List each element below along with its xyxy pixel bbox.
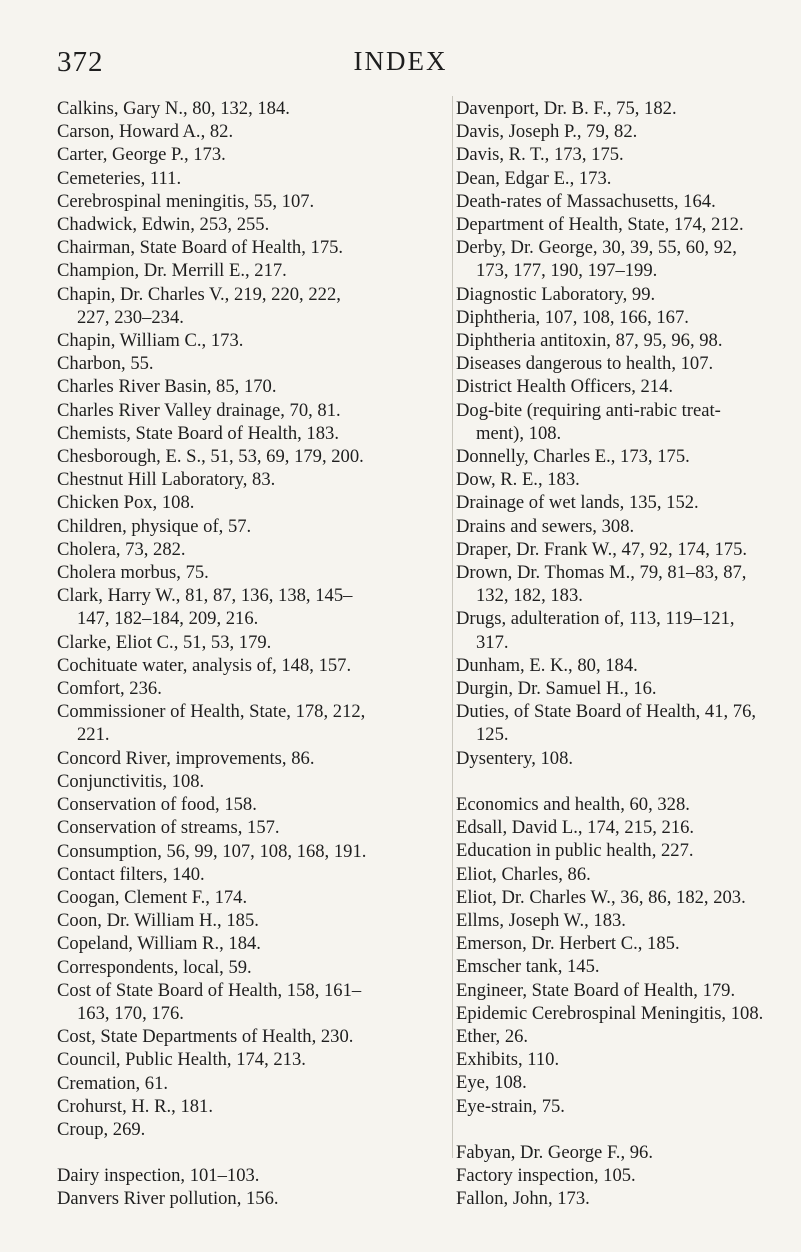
index-entry xyxy=(57,236,444,259)
index-entry xyxy=(57,770,444,793)
index-entry-text: Chapin, Dr. Charles V., 219, 220, 222, xyxy=(57,283,341,305)
index-entry-text: Diphtheria antitoxin, 87, 95, 96, 98. xyxy=(456,330,723,352)
index-entry-text: Contact filters, 140. xyxy=(57,863,205,885)
index-entry xyxy=(456,468,774,491)
index-entry-text: Exhibits, 110. xyxy=(456,1049,560,1071)
index-entry-text: Diseases dangerous to health, 107. xyxy=(456,353,714,375)
index-entry-text: Commissioner of Health, State, 178, 212, xyxy=(57,701,366,723)
index-entry xyxy=(456,677,774,700)
index-entry-text: Charbon, 55. xyxy=(57,353,154,375)
index-entry-text: Cost of State Board of Health, 158, 161– xyxy=(57,979,362,1001)
index-entry-text: Economics and health, 60, 328. xyxy=(456,793,690,815)
index-entry-text: Correspondents, local, 59. xyxy=(57,956,252,978)
index-entry-text: Diagnostic Laboratory, 99. xyxy=(456,283,656,305)
index-entry-text: Comfort, 236. xyxy=(57,678,162,700)
index-entry-text: Cerebrospinal meningitis, 55, 107. xyxy=(57,190,315,212)
index-entry xyxy=(57,561,444,584)
index-entry-text: Clark, Harry W., 81, 87, 136, 138, 145– xyxy=(57,585,353,607)
index-entry xyxy=(456,236,774,282)
index-entry-text: Drainage of wet lands, 135, 152. xyxy=(456,492,699,514)
index-entry xyxy=(456,654,774,677)
index-entry-text: Drains and sewers, 308. xyxy=(456,515,635,537)
letter-group-gap xyxy=(456,770,774,793)
index-entry xyxy=(456,886,774,909)
index-entry-continuation: 173, 177, 190, 197–199. xyxy=(476,260,658,282)
index-entry-text: Derby, Dr. George, 30, 39, 55, 60, 92, xyxy=(456,237,737,259)
index-entry xyxy=(57,143,444,166)
index-entry-text: Chadwick, Edwin, 253, 255. xyxy=(57,214,270,236)
index-entry-text: Conjunctivitis, 108. xyxy=(57,770,205,792)
index-entry-text: Cremation, 61. xyxy=(57,1072,169,1094)
index-entry xyxy=(456,213,774,236)
index-entry xyxy=(456,190,774,213)
index-entry-text: Chestnut Hill Laboratory, 83. xyxy=(57,469,276,491)
index-entry-text: Consumption, 56, 99, 107, 108, 168, 191. xyxy=(57,840,367,862)
index-entry xyxy=(456,375,774,398)
index-entry xyxy=(57,1048,444,1071)
index-entry xyxy=(57,190,444,213)
index-entry xyxy=(57,793,444,816)
index-entry xyxy=(57,816,444,839)
index-entry-text: Clarke, Eliot C., 51, 53, 179. xyxy=(57,631,272,653)
index-entry xyxy=(456,352,774,375)
index-entry xyxy=(456,863,774,886)
index-entry-text: Children, physique of, 57. xyxy=(57,515,252,537)
index-entry xyxy=(57,97,444,120)
index-entry xyxy=(456,561,774,607)
index-entry-text: Death-rates of Massachusetts, 164. xyxy=(456,190,716,212)
index-entry-text: Chemists, State Board of Health, 183. xyxy=(57,422,339,444)
index-entry-text: Davenport, Dr. B. F., 75, 182. xyxy=(456,98,677,119)
index-entry-text: Council, Public Health, 174, 213. xyxy=(57,1049,306,1071)
index-entry-text: Duties, of State Board of Health, 41, 76, xyxy=(456,701,757,723)
index-entry-text: Davis, Joseph P., 79, 82. xyxy=(456,121,638,143)
index-entry xyxy=(57,979,444,1025)
index-entry-text: Coogan, Clement F., 174. xyxy=(57,886,248,908)
index-entry xyxy=(456,1141,774,1164)
index-column-left xyxy=(57,97,444,1211)
index-entry xyxy=(456,120,774,143)
index-entry xyxy=(57,932,444,955)
index-entry-continuation: 227, 230–234. xyxy=(77,306,184,328)
index-entry xyxy=(57,1118,444,1141)
index-entry xyxy=(456,607,774,653)
index-entry-text: Dog-bite (requiring anti-rabic treat- xyxy=(456,399,721,421)
index-entry xyxy=(57,840,444,863)
index-entry-text: Factory inspection, 105. xyxy=(456,1164,636,1186)
index-entry-continuation: 147, 182–184, 209, 216. xyxy=(77,608,259,630)
index-entry-text: Chesborough, E. S., 51, 53, 69, 179, 200. xyxy=(57,446,364,468)
index-entry-text: Engineer, State Board of Health, 179. xyxy=(456,979,736,1001)
index-entry xyxy=(57,259,444,282)
index-entry xyxy=(456,97,774,120)
index-entry xyxy=(57,1187,444,1210)
index-entry xyxy=(456,143,774,166)
index-entry-continuation: 163, 170, 176. xyxy=(77,1002,184,1024)
index-entry-text: Dunham, E. K., 80, 184. xyxy=(456,654,638,676)
index-entry xyxy=(57,491,444,514)
index-entry xyxy=(456,932,774,955)
index-entry xyxy=(456,839,774,862)
index-entry-text: Conservation of streams, 157. xyxy=(57,817,280,839)
index-entry-text: Chairman, State Board of Health, 175. xyxy=(57,237,344,259)
index-entry-text: Dean, Edgar E., 173. xyxy=(456,167,612,189)
index-entry-text: Education in public health, 227. xyxy=(456,840,694,862)
index-entry xyxy=(57,909,444,932)
index-entry xyxy=(57,584,444,630)
index-entry xyxy=(57,747,444,770)
index-entry-text: Chapin, William C., 173. xyxy=(57,330,244,352)
index-entry-text: Emscher tank, 145. xyxy=(456,956,600,978)
index-entry xyxy=(57,863,444,886)
index-entry-text: Charles River Valley drainage, 70, 81. xyxy=(57,399,341,421)
index-entry-text: Calkins, Gary N., 80, 132, 184. xyxy=(57,98,290,119)
index-entry-text: Fallon, John, 173. xyxy=(456,1188,590,1210)
index-entry xyxy=(57,283,444,329)
index-entry xyxy=(456,1095,774,1118)
index-entry-text: Copeland, William R., 184. xyxy=(57,933,261,955)
index-entry xyxy=(456,445,774,468)
index-entry xyxy=(57,167,444,190)
index-entry xyxy=(456,1025,774,1048)
index-entry-text: Donnelly, Charles E., 173, 175. xyxy=(456,446,690,468)
index-entry-text: Epidemic Cerebrospinal Meningitis, 108. xyxy=(456,1002,764,1024)
index-entry-text: Ether, 26. xyxy=(456,1025,529,1047)
index-entry xyxy=(456,700,774,746)
index-entry-text: Dow, R. E., 183. xyxy=(456,469,580,491)
index-entry xyxy=(57,468,444,491)
index-entry xyxy=(57,631,444,654)
index-entry xyxy=(456,793,774,816)
index-entry-text: Cochituate water, analysis of, 148, 157. xyxy=(57,654,352,676)
index-entry-text: Carson, Howard A., 82. xyxy=(57,121,234,143)
index-entry-text: Cemeteries, 111. xyxy=(57,167,182,189)
index-entry-text: Fabyan, Dr. George F., 96. xyxy=(456,1141,653,1163)
index-entry xyxy=(456,909,774,932)
index-entry xyxy=(456,283,774,306)
index-entry xyxy=(456,306,774,329)
index-entry-continuation: 125. xyxy=(476,724,509,746)
index-entry-text: Drown, Dr. Thomas M., 79, 81–83, 87, xyxy=(456,562,747,584)
letter-group-gap xyxy=(57,1141,444,1164)
index-entry-text: Durgin, Dr. Samuel H., 16. xyxy=(456,678,657,700)
index-entry-text: Davis, R. T., 173, 175. xyxy=(456,144,624,166)
index-entry xyxy=(456,329,774,352)
index-entry xyxy=(57,120,444,143)
index-entry-text: Charles River Basin, 85, 170. xyxy=(57,376,277,398)
index-entry xyxy=(57,956,444,979)
index-entry xyxy=(57,1095,444,1118)
index-entry-text: Conservation of food, 158. xyxy=(57,794,257,816)
index-entry xyxy=(57,445,444,468)
index-entry-text: Concord River, improvements, 86. xyxy=(57,747,315,769)
index-entry xyxy=(456,491,774,514)
index-entry-text: Croup, 269. xyxy=(57,1118,146,1140)
index-entry xyxy=(456,1002,774,1025)
index-entry xyxy=(57,1164,444,1187)
column-divider xyxy=(452,96,453,1158)
index-entry-text: Emerson, Dr. Herbert C., 185. xyxy=(456,933,680,955)
index-entry-continuation: ment), 108. xyxy=(476,422,562,444)
index-entry xyxy=(57,654,444,677)
index-entry xyxy=(456,955,774,978)
index-entry xyxy=(57,422,444,445)
index-entry-continuation: 317. xyxy=(476,631,509,653)
index-entry xyxy=(57,399,444,422)
page-number: 372 xyxy=(57,46,104,78)
index-entry-text: Eye, 108. xyxy=(456,1072,527,1094)
index-entry xyxy=(57,375,444,398)
index-entry-text: Diphtheria, 107, 108, 166, 167. xyxy=(456,306,689,328)
index-entry xyxy=(57,515,444,538)
index-entry-text: Eliot, Dr. Charles W., 36, 86, 182, 203. xyxy=(456,886,746,908)
index-entry-continuation: 221. xyxy=(77,724,110,746)
page-title: INDEX xyxy=(353,46,448,76)
index-entry-text: Eliot, Charles, 86. xyxy=(456,863,591,885)
letter-group-gap xyxy=(456,1118,774,1141)
index-entry-text: Department of Health, State, 174, 212. xyxy=(456,214,744,236)
index-entry-text: Coon, Dr. William H., 185. xyxy=(57,910,259,932)
index-entry-text: Cost, State Departments of Health, 230. xyxy=(57,1026,354,1048)
index-entry-text: Chicken Pox, 108. xyxy=(57,492,195,514)
index-entry xyxy=(57,700,444,746)
index-entry-continuation: 132, 182, 183. xyxy=(476,585,583,607)
index-entry xyxy=(456,816,774,839)
index-entry xyxy=(57,677,444,700)
index-entry-text: Dysentery, 108. xyxy=(456,747,574,769)
index-entry-text: Ellms, Joseph W., 183. xyxy=(456,909,626,931)
index-entry xyxy=(456,399,774,445)
index-entry-text: Eye-strain, 75. xyxy=(456,1095,565,1117)
index-entry-text: Edsall, David L., 174, 215, 216. xyxy=(456,817,695,839)
index-entry-text: Danvers River pollution, 156. xyxy=(57,1188,279,1210)
page-header xyxy=(0,46,801,86)
index-entry xyxy=(57,213,444,236)
index-entry xyxy=(57,352,444,375)
index-entry xyxy=(456,515,774,538)
index-entry xyxy=(57,329,444,352)
index-column-right xyxy=(456,97,774,1210)
index-entry xyxy=(57,1025,444,1048)
index-entry xyxy=(57,1072,444,1095)
index-entry-text: Draper, Dr. Frank W., 47, 92, 174, 175. xyxy=(456,538,748,560)
index-entry xyxy=(456,538,774,561)
index-entry-text: Carter, George P., 173. xyxy=(57,144,226,166)
index-entry-text: Crohurst, H. R., 181. xyxy=(57,1095,213,1117)
index-entry xyxy=(456,167,774,190)
index-entry-text: Champion, Dr. Merrill E., 217. xyxy=(57,260,287,282)
index-entry xyxy=(57,538,444,561)
index-entry xyxy=(456,1071,774,1094)
index-entry xyxy=(456,1048,774,1071)
index-entry xyxy=(456,979,774,1002)
index-entry-text: Dairy inspection, 101–103. xyxy=(57,1165,260,1187)
index-entry xyxy=(456,1187,774,1210)
index-entry xyxy=(57,886,444,909)
index-entry xyxy=(456,1164,774,1187)
index-entry xyxy=(456,747,774,770)
index-entry-text: Cholera morbus, 75. xyxy=(57,562,209,584)
index-entry-text: Cholera, 73, 282. xyxy=(57,538,186,560)
index-entry-text: Drugs, adulteration of, 113, 119–121, xyxy=(456,608,735,630)
index-entry-text: District Health Officers, 214. xyxy=(456,376,674,398)
